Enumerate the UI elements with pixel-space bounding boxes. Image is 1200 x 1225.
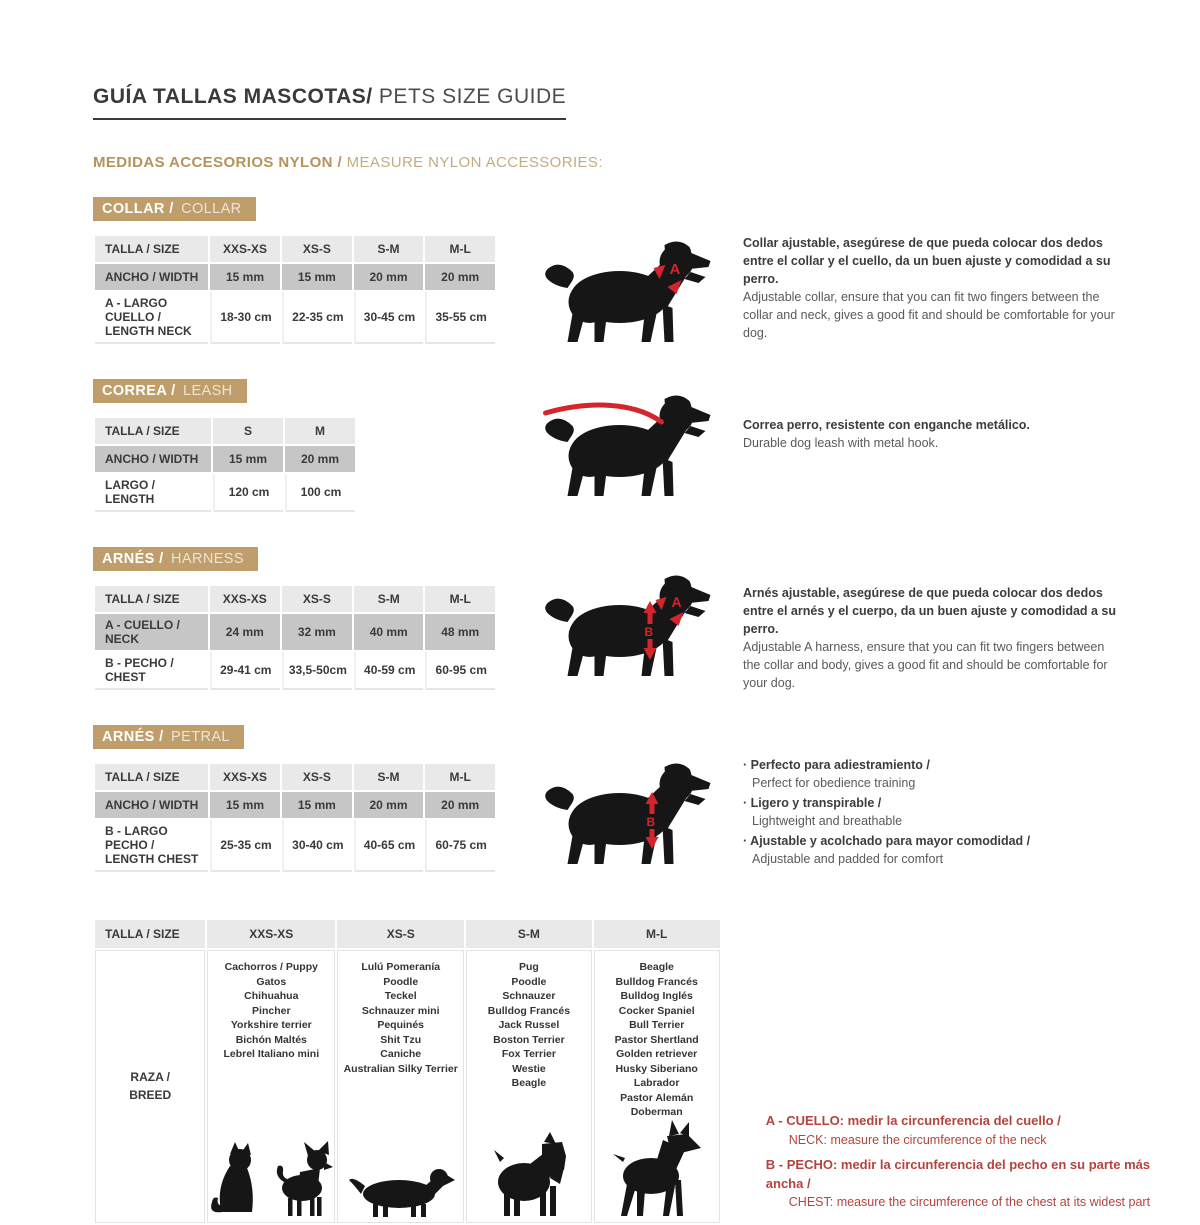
table-cell: 29-41 cm bbox=[210, 652, 280, 690]
breeds-cell-s-m bbox=[466, 950, 591, 1223]
table-header-cell: TALLA / SIZE bbox=[95, 586, 208, 612]
table-row-label: A - LARGO CUELLO / LENGTH NECK bbox=[95, 292, 208, 344]
collar-section-badge bbox=[93, 197, 256, 221]
breeds-row-label-en: BREED bbox=[129, 1088, 172, 1103]
breeds-table bbox=[93, 918, 722, 1225]
table-cell: 15 mm bbox=[282, 792, 352, 818]
table-cell: 40-59 cm bbox=[354, 652, 424, 690]
petral-bullet bbox=[743, 794, 1125, 830]
dog-harness-illustration bbox=[539, 570, 715, 680]
table-header-cell: S-M bbox=[466, 920, 591, 948]
bullet-es: · Perfecto para adiestramiento / bbox=[743, 756, 1125, 774]
bullet-en: Perfect for obedience training bbox=[752, 776, 916, 790]
petral-bullet bbox=[743, 756, 1125, 792]
section-leash bbox=[93, 379, 1160, 514]
table-row-label: B - LARGO PECHO / LENGTH CHEST bbox=[95, 820, 208, 872]
petral-marker-b: B bbox=[646, 815, 656, 829]
note-chest bbox=[766, 1156, 1160, 1212]
table-cell: 30-45 cm bbox=[354, 292, 424, 344]
table-header-cell: XS-S bbox=[282, 764, 352, 790]
bullet-en: Lightweight and breathable bbox=[752, 814, 903, 828]
table-cell: 22-35 cm bbox=[282, 292, 352, 344]
leash-section-badge bbox=[93, 379, 247, 403]
table-cell: 20 mm bbox=[354, 264, 424, 290]
table-cell: 40-65 cm bbox=[354, 820, 424, 872]
table-header-cell: XXS-XS bbox=[210, 586, 280, 612]
page-title-en: PETS SIZE GUIDE bbox=[372, 85, 567, 108]
page-subtitle-es: MEDIDAS ACCESORIOS NYLON / bbox=[93, 154, 347, 171]
table-cell: 15 mm bbox=[282, 264, 352, 290]
table-cell: 20 mm bbox=[425, 792, 495, 818]
table-cell: 120 cm bbox=[213, 474, 283, 512]
table-row-label: ANCHO / WIDTH bbox=[95, 264, 208, 290]
table-cell: 15 mm bbox=[210, 792, 280, 818]
table-cell: 60-95 cm bbox=[425, 652, 495, 690]
harness-section-badge bbox=[93, 547, 258, 571]
table-header-cell: S-M bbox=[354, 586, 424, 612]
page-title-es: GUÍA TALLAS MASCOTAS/ bbox=[93, 85, 373, 108]
section-collar bbox=[93, 197, 1160, 346]
dog-silhouette-collar-icon bbox=[539, 236, 715, 346]
leash-description-en: Durable dog leash with metal hook. bbox=[743, 436, 939, 450]
dog-silhouette-leash-icon bbox=[539, 388, 715, 500]
petral-bullets bbox=[743, 756, 1125, 870]
dog-silhouette-petral-icon bbox=[539, 758, 715, 868]
table-cell: 60-75 cm bbox=[425, 820, 495, 872]
breeds-cell-xs-s bbox=[337, 950, 464, 1223]
table-cell: 15 mm bbox=[210, 264, 280, 290]
table-header-cell: XS-S bbox=[282, 586, 352, 612]
table-cell: 25-35 cm bbox=[210, 820, 280, 872]
badge-label-en: COLLAR bbox=[181, 201, 242, 217]
table-cell: 30-40 cm bbox=[282, 820, 352, 872]
table-cell: 24 mm bbox=[210, 614, 280, 650]
badge-label-en: LEASH bbox=[182, 383, 233, 399]
badge-label-es: ARNÉS / bbox=[102, 551, 169, 567]
dog-silhouette-harness-icon bbox=[539, 570, 715, 680]
breed-list: Beagle Bulldog Francés Bulldog Inglés Cocker Spaniel Bull Terrier Pastor Shertland Golden retriever Husky Siberiano Labrador Pastor Alemán Doberman bbox=[614, 961, 699, 1118]
table-header-cell: M-L bbox=[425, 236, 495, 262]
table-cell: 32 mm bbox=[282, 614, 352, 650]
measuring-notes bbox=[766, 1112, 1160, 1219]
harness-description bbox=[743, 584, 1125, 692]
table-header-cell: XS-S bbox=[282, 236, 352, 262]
table-cell: 18-30 cm bbox=[210, 292, 280, 344]
table-cell: 33,5-50cm bbox=[282, 652, 352, 690]
breed-list: Lulú Pomeranía Poodle Teckel Schnauzer mini Pequinés Shit Tzu Caniche Australian Silky Terrier bbox=[343, 961, 458, 1075]
breeds-row-label bbox=[95, 950, 205, 1223]
table-header-cell: TALLA / SIZE bbox=[95, 418, 211, 444]
badge-label-es: ARNÉS / bbox=[102, 729, 169, 745]
section-petral bbox=[93, 725, 1160, 874]
page-title bbox=[93, 85, 566, 120]
collar-marker-a: A bbox=[669, 261, 681, 278]
table-header-cell: S-M bbox=[354, 764, 424, 790]
table-cell: 20 mm bbox=[354, 792, 424, 818]
table-header-cell: S bbox=[213, 418, 283, 444]
schnauzer-silhouette-icon bbox=[490, 1130, 568, 1218]
dachshund-silhouette-icon bbox=[347, 1156, 455, 1218]
table-cell: 15 mm bbox=[213, 446, 283, 472]
bullet-es: · Ligero y transpirable / bbox=[743, 794, 1125, 812]
badge-label-es: CORREA / bbox=[102, 383, 180, 399]
harness-marker-b: B bbox=[644, 625, 654, 639]
table-header-cell: M-L bbox=[425, 764, 495, 790]
table-header-cell: TALLA / SIZE bbox=[95, 764, 208, 790]
harness-marker-a: A bbox=[671, 594, 682, 610]
table-header-cell: M-L bbox=[425, 586, 495, 612]
table-header-cell: TALLA / SIZE bbox=[95, 236, 208, 262]
collar-description-en: Adjustable collar, ensure that you can fit two fingers between the collar and neck, gives a good fit and should be comfortable for your dog. bbox=[743, 290, 1115, 340]
petral-bullet bbox=[743, 832, 1125, 868]
petral-size-table bbox=[93, 762, 497, 874]
table-cell: 20 mm bbox=[425, 264, 495, 290]
table-cell: 35-55 cm bbox=[425, 292, 495, 344]
badge-label-en: PETRAL bbox=[171, 729, 230, 745]
table-row-label: ANCHO / WIDTH bbox=[95, 446, 211, 472]
table-header-cell: M bbox=[285, 418, 355, 444]
breed-list: Pug Poodle Schnauzer Bulldog Francés Jack Russel Boston Terrier Fox Terrier Westie Beagle bbox=[487, 961, 571, 1089]
leash-size-table bbox=[93, 416, 357, 514]
table-row-label: LARGO / LENGTH bbox=[95, 474, 211, 512]
leash-description-es: Correa perro, resistente con enganche metálico. bbox=[743, 418, 1030, 432]
table-header-cell: S-M bbox=[354, 236, 424, 262]
note-neck-en: NECK: measure the circumference of the neck bbox=[788, 1132, 1047, 1147]
chihuahua-silhouette-icon bbox=[270, 1140, 332, 1218]
dog-collar-illustration bbox=[539, 236, 715, 346]
table-header-cell: XXS-XS bbox=[210, 236, 280, 262]
collar-description bbox=[743, 234, 1125, 342]
page-subtitle bbox=[93, 154, 1160, 171]
table-row-label: A - CUELLO / NECK bbox=[95, 614, 208, 650]
cat-silhouette-icon bbox=[210, 1140, 262, 1218]
collar-size-table bbox=[93, 234, 497, 346]
table-row-label: ANCHO / WIDTH bbox=[95, 792, 208, 818]
section-harness bbox=[93, 547, 1160, 692]
note-chest-es: B - PECHO: medir la circunferencia del pecho en su parte más ancha / bbox=[765, 1156, 1151, 1191]
note-chest-en: CHEST: measure the circumference of the chest at its widest part bbox=[788, 1195, 1151, 1210]
breeds-section bbox=[93, 918, 1160, 1225]
breeds-cell-xxs-xs bbox=[207, 950, 335, 1223]
harness-description-en: Adjustable A harness, ensure that you can fit two fingers between the collar and body, gives a good fit and should be comfortable for your dog. bbox=[743, 640, 1108, 690]
doberman-silhouette-icon bbox=[611, 1120, 703, 1218]
leash-description bbox=[743, 416, 1125, 452]
dog-leash-illustration bbox=[539, 388, 715, 500]
breeds-cell-m-l bbox=[594, 950, 720, 1223]
table-cell: 40 mm bbox=[354, 614, 424, 650]
table-header-cell: XS-S bbox=[337, 920, 464, 948]
table-header-cell: XXS-XS bbox=[207, 920, 335, 948]
page-subtitle-en: MEASURE NYLON ACCESSORIES: bbox=[346, 154, 603, 171]
collar-description-es: Collar ajustable, asegúrese de que pueda colocar dos dedos entre el collar y el cuello, da un buen ajuste y comodidad a su perro. bbox=[743, 236, 1111, 286]
table-header-cell: TALLA / SIZE bbox=[95, 920, 205, 948]
bullet-en: Adjustable and padded for comfort bbox=[752, 852, 944, 866]
badge-label-en: HARNESS bbox=[171, 551, 244, 567]
breed-list: Cachorros / Puppy Gatos Chihuahua Pincher Yorkshire terrier Bichón Maltés Lebrel Italiano mini bbox=[223, 961, 320, 1060]
table-cell: 48 mm bbox=[425, 614, 495, 650]
table-cell: 100 cm bbox=[285, 474, 355, 512]
harness-description-es: Arnés ajustable, asegúrese de que pueda colocar dos dedos entre el arnés y el cuerpo, da un buen ajuste y comodidad a su perro. bbox=[743, 586, 1117, 636]
breeds-row-label-es: RAZA / bbox=[130, 1070, 170, 1085]
table-cell: 20 mm bbox=[285, 446, 355, 472]
table-header-cell: M-L bbox=[594, 920, 720, 948]
badge-label-es: COLLAR / bbox=[102, 201, 179, 217]
dog-petral-illustration bbox=[539, 758, 715, 868]
harness-size-table bbox=[93, 584, 497, 692]
petral-section-badge bbox=[93, 725, 244, 749]
bullet-es: · Ajustable y acolchado para mayor comodidad / bbox=[743, 832, 1125, 850]
table-header-cell: XXS-XS bbox=[210, 764, 280, 790]
note-neck bbox=[766, 1112, 1160, 1149]
table-row-label: B - PECHO / CHEST bbox=[95, 652, 208, 690]
note-neck-es: A - CUELLO: medir la circunferencia del cuello / bbox=[765, 1112, 1061, 1128]
